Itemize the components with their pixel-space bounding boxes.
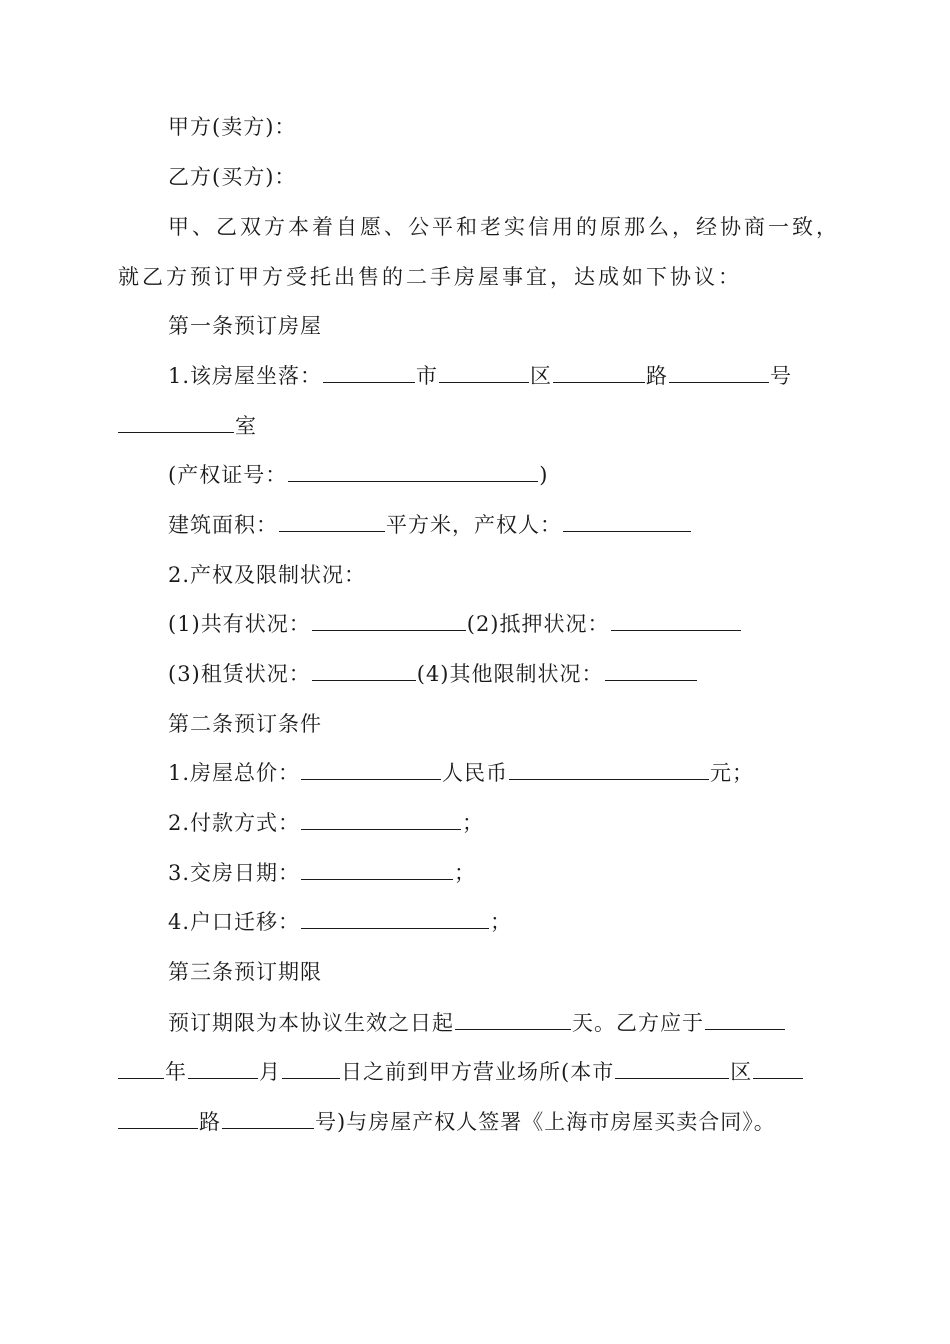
article-3-heading: 第三条预订期限 [168,960,322,984]
cert-label: (产权证号： [168,463,288,487]
intro-line-1 [168,212,848,242]
other-label: (4)其他限制状况： [416,662,604,686]
city-blank[interactable] [323,364,415,383]
month-text: 月 [259,1060,281,1084]
payment-label: 2.付款方式： [168,811,301,835]
hukou-semicolon: ； [490,910,513,934]
term-line-1 [168,1008,848,1038]
article-1-title [168,311,848,341]
days-blank[interactable] [455,1011,571,1030]
party-b-line [168,162,848,192]
price-label: 1.房屋总价： [168,761,301,785]
lease-label: (3)租赁状况： [168,662,311,686]
location-label: 1.该房屋坐落： [168,364,323,388]
number-text: 号 [770,364,793,388]
room-line [118,411,848,441]
city-text: 市 [416,364,439,388]
room-blank[interactable] [118,414,234,433]
venue-district-text: 区 [730,1060,753,1084]
rmb-text: 人民币 [442,761,509,785]
year-text: 年 [165,1060,187,1084]
lease-blank[interactable] [312,662,416,681]
intro-text-2: 就乙方预订甲方受托出售的二手房屋事宜，达成如下协议： [118,265,742,289]
handover-label: 3.交房日期： [168,861,301,885]
payment-line [168,808,848,838]
day-blank[interactable] [282,1060,340,1079]
intro-line-2 [118,262,848,292]
area-unit: 平方米，产权人： [386,513,562,537]
article-2-title [168,709,848,739]
venue-road-text: 路 [199,1110,221,1134]
restrict-line [168,560,848,590]
term-end-text: 号)与房屋产权人签署《上海市房屋买卖合同》。 [315,1110,776,1134]
venue-road-blank-start[interactable] [753,1060,803,1079]
term-text-b: 天。乙方应于 [572,1011,704,1035]
area-blank[interactable] [279,513,385,532]
cert-number-blank[interactable] [288,463,538,482]
road-text: 路 [646,364,669,388]
term-text-a: 预订期限为本协议生效之日起 [168,1011,454,1035]
location-line [168,361,848,391]
area-label: 建筑面积： [168,513,278,537]
article-2-heading: 第二条预订条件 [168,712,322,736]
venue-district-blank[interactable] [615,1060,729,1079]
hukou-line [168,907,848,937]
room-text: 室 [235,414,257,438]
cert-close: ) [539,463,549,487]
year-blank-start[interactable] [705,1011,785,1030]
price-line [168,758,848,788]
handover-line [168,858,848,888]
party-a-line [168,112,848,142]
article-3-title [168,957,848,987]
venue-number-blank[interactable] [222,1110,314,1129]
district-blank[interactable] [439,364,529,383]
handover-semicolon: ； [454,861,477,885]
party-b-label: 乙方(买方)： [168,165,297,189]
term-line-2 [118,1057,848,1087]
road-blank[interactable] [553,364,645,383]
day-text: 日之前到甲方营业场所(本市 [341,1060,615,1084]
yuan-text: 元； [710,761,755,785]
co-own-line [168,609,848,639]
article-1-heading: 第一条预订房屋 [168,314,322,338]
owner-blank[interactable] [563,513,691,532]
payment-blank[interactable] [301,811,461,830]
district-text: 区 [530,364,553,388]
payment-semicolon: ； [462,811,485,835]
hukou-blank[interactable] [301,910,489,929]
venue-road-blank-end[interactable] [118,1110,198,1129]
area-line [168,510,848,540]
month-blank[interactable] [188,1060,258,1079]
other-blank[interactable] [605,662,697,681]
intro-text-1: 甲、乙双方本着自愿、公平和老实信用的原那么，经协商一致， [168,215,840,239]
term-line-3 [118,1107,848,1137]
restrict-label: 2.产权及限制状况： [168,563,367,587]
co-own-label: (1)共有状况： [168,612,311,636]
handover-blank[interactable] [301,861,453,880]
lease-line [168,659,848,689]
year-blank-end[interactable] [118,1060,164,1079]
party-a-label: 甲方(卖方)： [168,115,297,139]
co-own-blank[interactable] [312,612,466,631]
number-blank[interactable] [669,364,769,383]
price-blank[interactable] [301,761,441,780]
mortgage-blank[interactable] [611,612,741,631]
mortgage-label: (2)抵押状况： [466,612,610,636]
hukou-label: 4.户口迁移： [168,910,301,934]
rmb-blank[interactable] [509,761,709,780]
cert-line [168,460,848,490]
